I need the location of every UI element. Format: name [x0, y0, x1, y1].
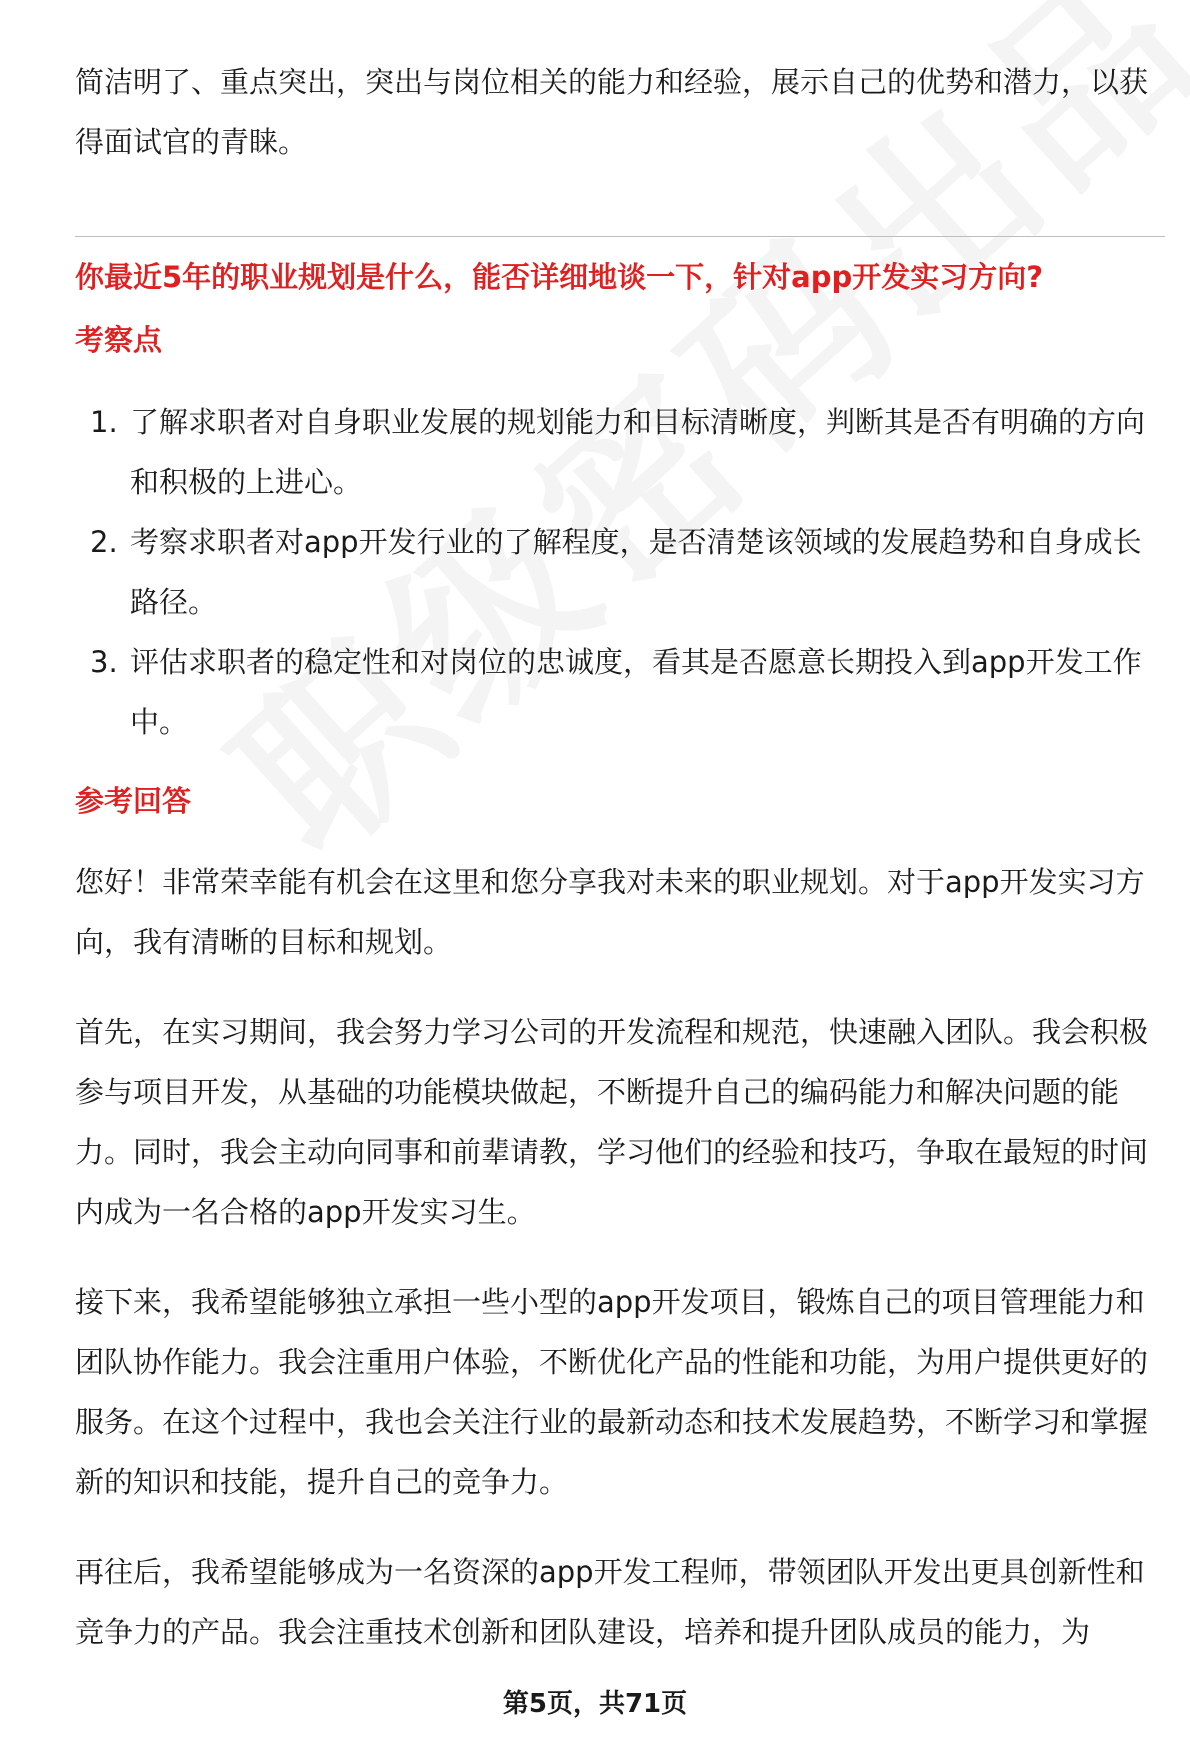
section-divider [75, 236, 1165, 237]
answer-paragraph: 您好！非常荣幸能有机会在这里和您分享我对未来的职业规划。对于app开发实习方向，我有清晰的目标和规划。 [75, 865, 1145, 959]
list-item [75, 512, 1165, 632]
answer-paragraph: 首先，在实习期间，我会努力学习公司的开发流程和规范，快速融入团队。我会积极参与项目开发，从基础的功能模块做起，不断提升自己的编码能力和解决问题的能力。同时，我会主动向同事和前辈请教，学习他们的经验和技巧，争取在最短的时间内成为一名合格的app开发实习生。 [75, 1015, 1149, 1229]
list-item [75, 632, 1165, 752]
page-number-footer: 第5页，共71页 [502, 1689, 688, 1719]
list-item-number: 3. [90, 645, 118, 679]
intro-paragraph: 简洁明了、重点突出，突出与岗位相关的能力和经验，展示自己的优势和潜力，以获得面试官的青睐。 [75, 65, 1149, 159]
examination-points-heading: 考察点 [75, 323, 163, 357]
list-item [75, 392, 1165, 512]
question-heading: 你最近5年的职业规划是什么，能否详细地谈一下，针对app开发实习方向? [75, 260, 1044, 294]
list-item-text: 了解求职者对自身职业发展的规划能力和目标清晰度，判断其是否有明确的方向和积极的上进心。 [130, 405, 1146, 499]
answer-paragraph: 接下来，我希望能够独立承担一些小型的app开发项目，锻炼自己的项目管理能力和团队协作能力。我会注重用户体验，不断优化产品的性能和功能，为用户提供更好的服务。在这个过程中，我也会关注行业的最新动态和技术发展趋势，不断学习和掌握新的知识和技能，提升自己的竞争力。 [75, 1285, 1149, 1499]
answer-paragraph: 再往后，我希望能够成为一名资深的app开发工程师，带领团队开发出更具创新性和竞争力的产品。我会注重技术创新和团队建设，培养和提升团队成员的能力，为 [75, 1555, 1145, 1649]
list-item-text: 考察求职者对app开发行业的了解程度，是否清楚该领域的发展趋势和自身成长路径。 [130, 525, 1142, 619]
list-item-text: 评估求职者的稳定性和对岗位的忠诚度，看其是否愿意长期投入到app开发工作中。 [130, 645, 1142, 739]
list-item-number: 2. [90, 525, 118, 559]
examination-points-list [75, 392, 1165, 752]
list-item-number: 1. [90, 405, 118, 439]
reference-answer-heading: 参考回答 [75, 784, 192, 818]
